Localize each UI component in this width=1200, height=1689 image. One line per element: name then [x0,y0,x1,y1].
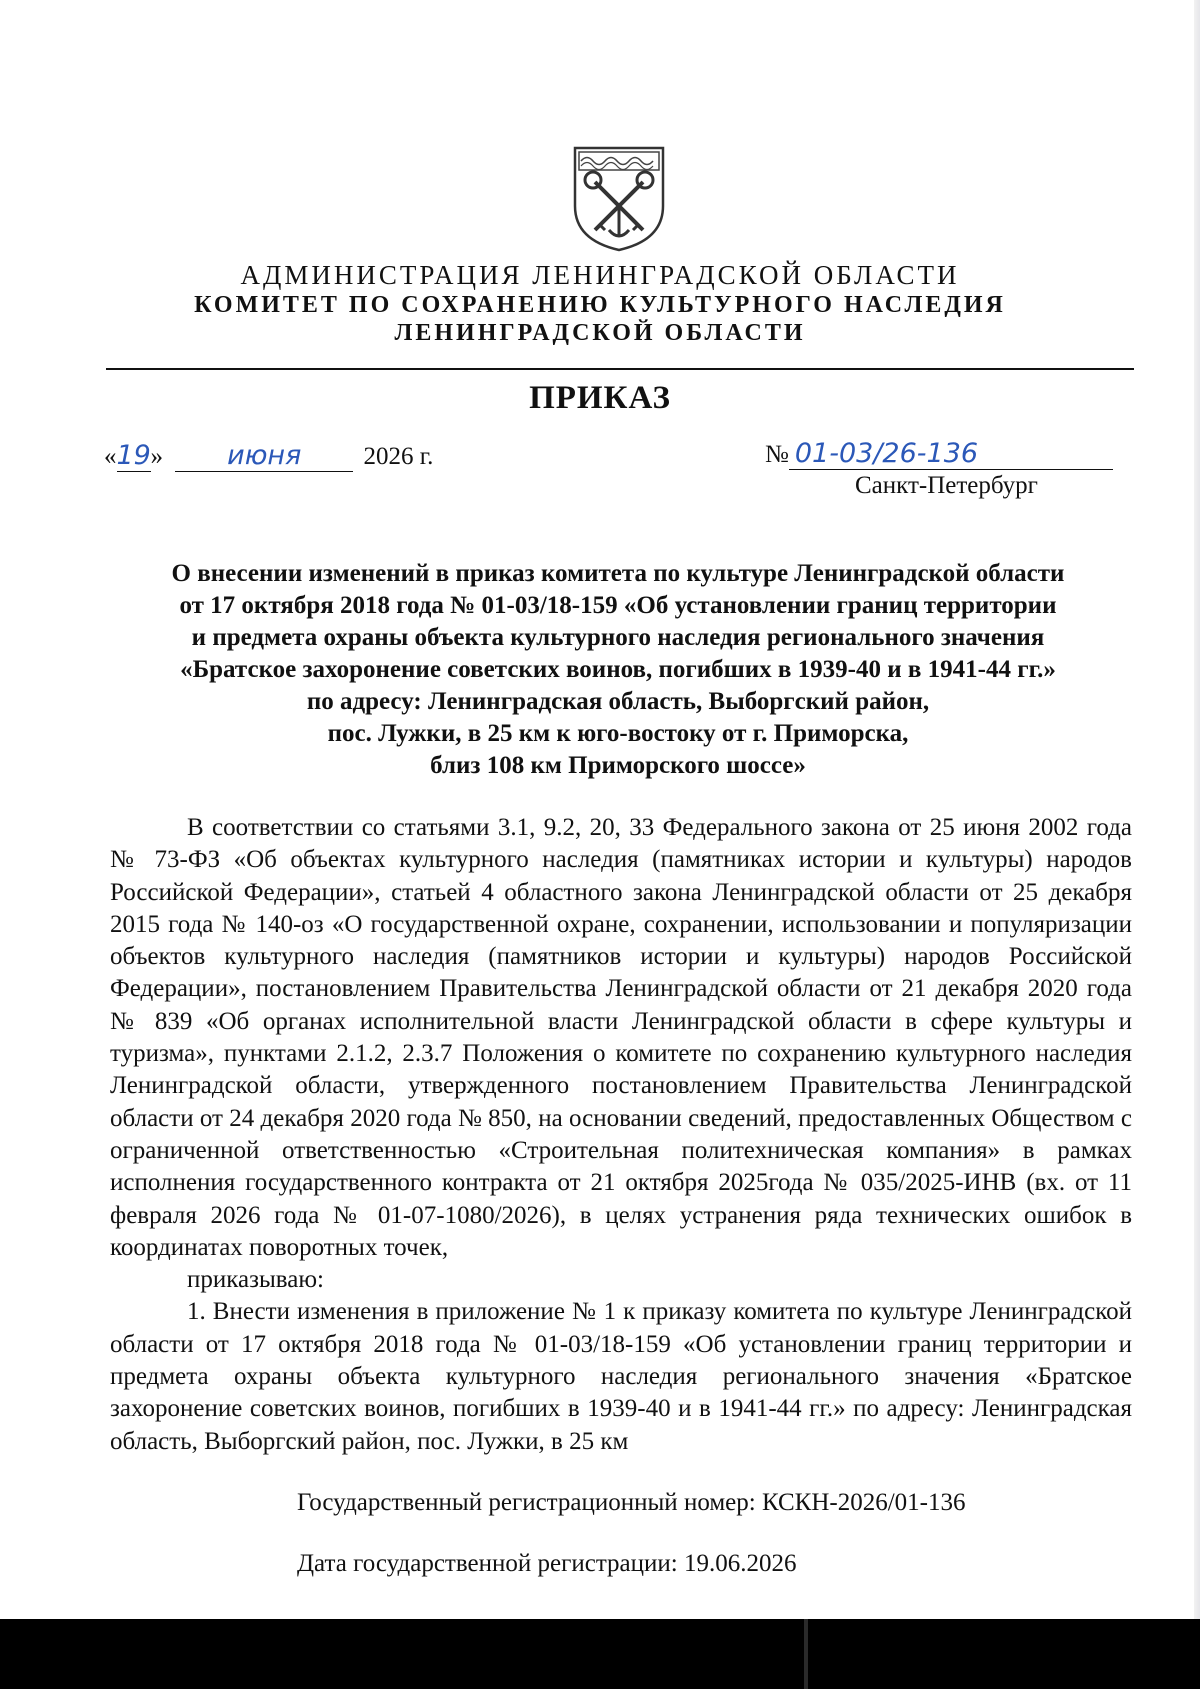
subject-line: О внесении изменений в приказ комитета по культуре Ленинградской области [171,560,1065,587]
number-prefix: № [765,441,789,468]
scan-band-mark [804,1619,808,1689]
subject-line: близ 108 км Приморского шоссе» [430,752,806,779]
order-number [765,438,1113,470]
subject-line: от 17 октября 2018 года № 01-03/18-159 «Об установлении границ территории [179,592,1057,619]
date-month: июня [175,440,353,472]
date-year: 2026 г. [363,443,434,470]
registration-date: Дата государственной регистрации: 19.06.2026 [297,1550,797,1577]
body-item-1: 1. Внести изменения в приложение № 1 к приказу комитета по культуре Ленинградской области от 17 октября 2018 года № 01-03/18-159 «Об установлении границ территории и предмета охраны объекта культурного наследия регионального значения «Братское захоронение советских воинов, погибших в 1939-40 и в 1941-44 гг.» по адресу: Ленинградская область, Выборгский район, пос. Лужки, в 25 км [110,1298,1132,1455]
page-edge [1194,0,1200,1619]
body-order-word: приказываю: [187,1266,324,1294]
order-body [110,812,1132,1458]
date-open-quote: « [104,443,117,470]
order-subject [104,558,1132,782]
coat-of-arms-icon [569,144,669,254]
header-administration: АДМИНИСТРАЦИЯ ЛЕНИНГРАДСКОЙ ОБЛАСТИ [240,260,960,290]
city: Санкт-Петербург [855,472,1038,499]
date-close-quote: » [150,443,163,470]
header-committee: КОМИТЕТ ПО СОХРАНЕНИЮ КУЛЬТУРНОГО НАСЛЕДИЯ [194,292,1006,318]
registration-number: Государственный регистрационный номер: КСКН-2026/01-136 [297,1489,966,1516]
body-preamble: В соответствии со статьями 3.1, 9.2, 20, 33 Федерального закона от 25 июня 2002 года № 73-ФЗ «Об объектах культурного наследия (памятниках истории и культуры) народов Российской Федерации», статьей 4 областного закона Ленинградской области от 25 декабря 2015 года № 140-оз «О государственной охране, сохранении, использовании и популяризации объектов культурного наследия (памятников истории и культуры) народов Российской Федерации», постановлением Правительства Ленинградской области от 21 декабря 2020 года № 839 «Об органах исполнительной власти Ленинградской области в сфере культуры и туризма», пунктами 2.1.2, 2.3.7 Положения о комитете по сохранению культурного наследия Ленинградской области, утвержденного постановлением Правительства Ленинградской области от 24 декабря 2020 года № 850, на основании сведений, предоставленных Обществом с ограниченной ответственностью «Строительная политехническая компания» в рамках исполнения государственного контракта от 21 октября 2025года № 035/2025-ИНВ (вх. от 11 февраля 2026 года № 01-07-1080/2026), в целях устранения ряда технических ошибок в координатах поворотных точек, [110,814,1132,1261]
subject-line: по адресу: Ленинградская область, Выборгский район, [306,688,930,715]
order-title: ПРИКАЗ [529,380,671,416]
header-divider [106,368,1134,370]
date-day: 19 [116,440,151,471]
number-value: 01-03/26-136 [789,438,1113,470]
subject-line: пос. Лужки, в 25 км к юго-востоку от г. Приморска, [327,720,909,747]
header-region: ЛЕНИНГРАДСКОЙ ОБЛАСТИ [394,320,806,346]
subject-line: и предмета охраны объекта культурного наследия регионального значения [191,624,1045,651]
subject-line: «Братское захоронение советских воинов, погибших в 1939-40 и в 1941-44 гг.» [180,656,1056,683]
scan-bottom-band [0,1619,1200,1689]
order-date [104,440,433,472]
